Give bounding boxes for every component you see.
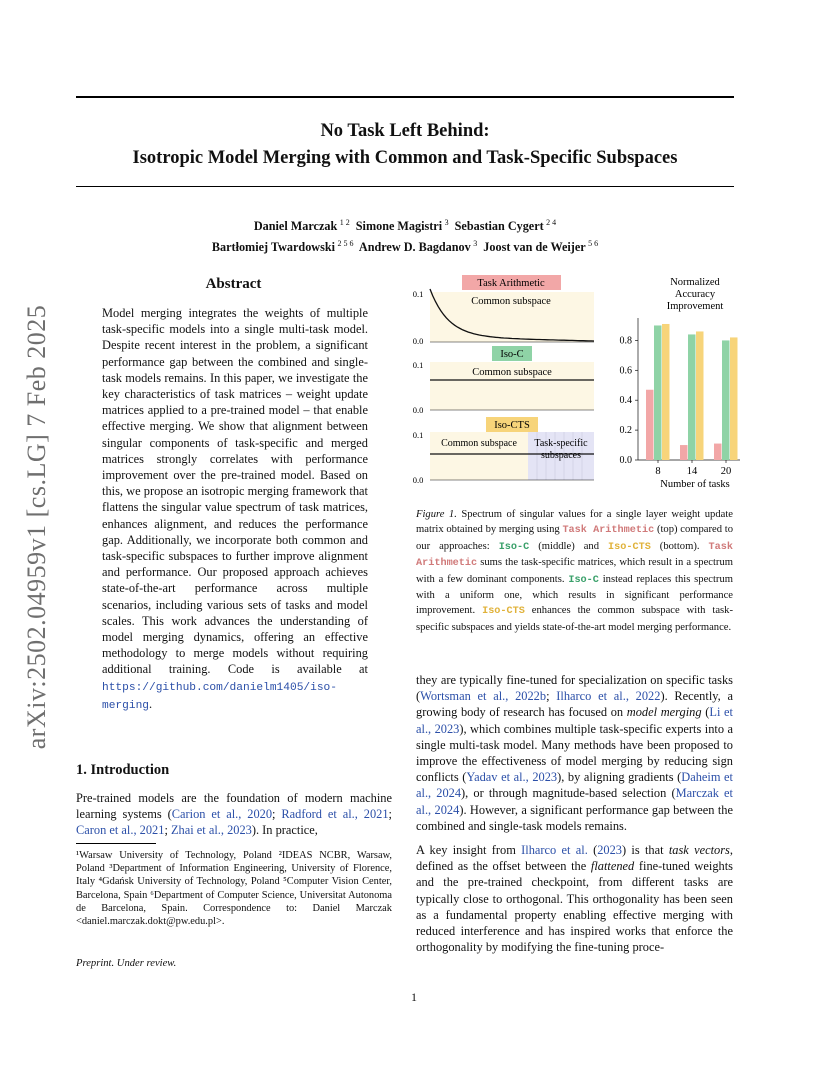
y-tick: 0.0 xyxy=(412,405,424,415)
common-subspace-label: Common subspace xyxy=(471,296,551,307)
bar xyxy=(696,331,704,460)
author-name: Joost van de Weijer xyxy=(483,240,586,255)
spectrum-panel-isocts xyxy=(413,417,594,485)
chart-title-line: Normalized xyxy=(670,277,720,288)
caption-text: (middle) and xyxy=(529,540,609,552)
author-list xyxy=(76,214,734,256)
common-subspace-label: Common subspace xyxy=(472,367,552,378)
figure-1 xyxy=(410,270,740,495)
figure-caption xyxy=(416,507,733,635)
citation-link[interactable]: Daheim et al., 2024 xyxy=(416,770,734,801)
affiliation-marker: 2 4 xyxy=(546,218,557,227)
section-heading: 1. Introduction xyxy=(76,762,170,778)
citation-link[interactable]: Carion et al., 2020 xyxy=(171,807,273,822)
intro-text: ). In practice, xyxy=(251,823,318,838)
affiliation-marker: 3 xyxy=(473,239,478,249)
caption-method-ta: Task Arithmetic xyxy=(562,525,655,537)
chart-title-line: Accuracy xyxy=(674,289,716,300)
bar xyxy=(714,444,722,460)
citation-link[interactable]: Zhai et al., 2023 xyxy=(170,823,252,838)
bar xyxy=(722,340,730,460)
accuracy-bar-chart xyxy=(620,277,741,490)
citation-link[interactable]: Marczak et al., 2024 xyxy=(416,786,733,817)
spectrum-panel-isoc xyxy=(413,346,594,415)
paper-title xyxy=(76,118,734,172)
title-bottom-rule xyxy=(76,186,734,187)
x-tick-label: 20 xyxy=(720,466,732,477)
author-name: Simone Magistri xyxy=(355,219,443,234)
top-rule xyxy=(76,96,734,98)
abstract-body: Model merging integrates the weights of multiple task-specific models into a single multi-task model. Despite recent interest in the problem, a significant performance gap between the combined and single-task models remains. In this paper, we investigate the key characteristics of task matrices – weight update matrices applied to a pre-trained model – that enable effective merging. We show that alignment between singular components of task-specific and merged matrices strongly correlates with performance improvement over the pre-trained model. Based on this, we propose an isotropic merging framework that flattens the singular value spectrum of task matrices, enhances alignment, and reduces the performance gap. Additionally, we incorporate both common and task-specific subspaces to further improve alignment and performance. Our proposed approach achieves state-of-the-art performance across multiple scenarios, including various sets of tasks and model scales. This work advances the understanding of model merging dynamics, offering an effective methodology to merge models without requiring additional training. Code is available at https://github.com/danielm1405/iso-merging. xyxy=(102,306,368,712)
citation-link[interactable]: Li et al., 2023 xyxy=(416,705,733,736)
y-tick-label: 0.4 xyxy=(619,395,632,407)
caption-text: Spectrum of singular values for a single layer weight update matrix obtained by merging using xyxy=(416,509,733,536)
body-paragraph: A key insight from Ilharco et al. (2023) is that task vectors, defined as the offset between the flattened fine-tuned weights and the pre-trained checkpoint, from different tasks are typically close to orthogonal. This orthogonality has been seen as a fundamental property enabling effective merging with reduced interference and has inspired works that enforce the orthogonality by modifying the fine-tuning proce- xyxy=(416,843,733,955)
author-name: Bartłomiej Twardowski xyxy=(211,240,336,255)
y-tick: 0.0 xyxy=(412,336,424,346)
y-tick-label: 0.2 xyxy=(619,425,632,437)
bar xyxy=(688,334,696,460)
task-specific-label-2: subspaces xyxy=(541,450,581,461)
author-name: Daniel Marczak xyxy=(253,219,338,234)
x-tick-label: 14 xyxy=(686,466,698,477)
x-tick-label: 8 xyxy=(655,466,661,477)
code-link[interactable]: https://github.com/danielm1405/iso-merging xyxy=(102,681,337,712)
label-isocts: Iso-CTS xyxy=(494,420,530,431)
bar xyxy=(646,390,654,460)
y-tick: 0.1 xyxy=(412,430,424,440)
affiliation-footnote: ¹Warsaw University of Technology, Poland ²IDEAS NCBR, Warsaw, Poland ³Department of Information Engineering, University of Florence, Italy ⁴Gdańsk University of Technology, Poland ⁵Computer Vision Center, Barcelona, Spain ⁶Department of Computer Science, Universitat Autonoma de Barcelona, Spain. Correspondence to: Daniel Marczak <daniel.marczak.dokt@pw.edu.pl>. xyxy=(76,850,392,928)
caption-method-isoc: Iso-C xyxy=(568,574,599,586)
citation-link[interactable]: Ilharco et al. xyxy=(521,843,588,858)
bar xyxy=(654,325,662,460)
author-name: Andrew D. Bagdanov xyxy=(358,240,471,255)
bar xyxy=(680,445,688,460)
caption-method-isocts: Iso-CTS xyxy=(482,606,525,618)
y-tick: 0.1 xyxy=(412,360,424,370)
chart-title-line: Improvement xyxy=(666,301,724,312)
y-tick: 0.0 xyxy=(412,475,424,485)
caption-method-ta: Task Arithmetic xyxy=(416,541,733,570)
chart-x-label: Number of tasks xyxy=(660,479,730,490)
affiliation-marker: 2 5 6 xyxy=(337,239,354,249)
affiliation-marker: 1 2 xyxy=(339,218,350,227)
caption-label: Figure 1. xyxy=(416,509,457,520)
caption-text: instead replaces this spectrum with a uniform one, which results in significant performance improvement. xyxy=(416,573,733,617)
author-name: Sebastian Cygert xyxy=(454,219,544,234)
preprint-note: Preprint. Under review. xyxy=(76,958,177,969)
caption-method-isocts: Iso-CTS xyxy=(608,541,651,553)
citation-link[interactable]: Caron et al., 2021 xyxy=(76,823,165,838)
citation-link[interactable]: Radford et al., 2021 xyxy=(281,807,389,822)
label-isoc: Iso-C xyxy=(500,349,524,360)
title-line-1: No Task Left Behind: xyxy=(320,121,490,141)
caption-text: enhances the common subspace with task-specific subspaces and yields state-of-the-art model merging performance. xyxy=(416,605,733,633)
y-tick: 0.1 xyxy=(412,289,424,299)
task-specific-label-1: Task-specific xyxy=(534,438,588,449)
abstract-heading: Abstract xyxy=(205,276,262,292)
right-column-body xyxy=(416,672,733,963)
citation-link[interactable]: Yadav et al., 2023 xyxy=(466,770,558,785)
bar xyxy=(662,324,670,460)
label-ta: Task Arithmetic xyxy=(477,278,545,289)
footnote-rule xyxy=(76,843,156,844)
intro-text: Pre-trained models are the foundation of modern machine learning systems ( xyxy=(76,791,392,822)
common-subspace-label: Common subspace xyxy=(441,438,517,449)
citation-link[interactable]: Wortsman et al., 2022b xyxy=(420,689,547,704)
caption-text: (bottom). xyxy=(650,540,709,552)
caption-text: (top) compared to our approaches: xyxy=(416,524,733,552)
y-tick-label: 0.8 xyxy=(619,335,632,347)
spectrum-panel-ta xyxy=(413,275,594,346)
body-paragraph: they are typically fine-tuned for specialization on specific tasks (Wortsman et al., 2022b; Ilharco et al., 2022). Recently, a growing body of research has focused on model merging (Li et al., 2023), which combines multiple task-specific experts into a single multi-task model. Many methods have been proposed to improve the effectiveness of model merging by reducing sign conflicts (Yadav et al., 2023), by aligning gradients (Daheim et al., 2024), or through magnitude-based selection (Marczak et al., 2024). However, a significant performance gap between the combined and single-task models remains. xyxy=(416,673,734,833)
y-tick-label: 0.0 xyxy=(619,455,632,466)
citation-link[interactable]: Ilharco et al., 2022 xyxy=(556,689,661,704)
abstract-text: Model merging integrates the weights of multiple task-specific models into a single multi-task model. Despite recent interest in the problem, a significant performance gap between the combined and single-task models remains. In this paper, we investigate the key characteristics of task matrices – weight update matrices applied to a pre-trained model – that enable effective merging. We show that alignment between singular components of task-specific and merged matrices strongly correlates with performance improvement over the pre-trained model. Based on this, we propose an isotropic merging framework that flattens the singular value spectrum of task matrices, enhances alignment, and reduces the performance gap. Additionally, we incorporate both common and task-specific subspaces to further improve alignment and performance. Our proposed approach achieves state-of-the-art performance across multiple scenarios, including various sets of tasks and model scales. This work advances the understanding of model merging dynamics, offering an effective methodology to merge models without requiring additional training. Code is available at xyxy=(102,306,368,677)
caption-method-isoc: Iso-C xyxy=(498,541,530,553)
caption-text: sums the task-specific matrices, which result in a spectrum with a few dominant components. xyxy=(416,557,733,585)
y-tick-label: 0.6 xyxy=(619,365,632,377)
citation-link[interactable]: 2023 xyxy=(597,843,622,858)
page-number: 1 xyxy=(411,990,417,1004)
arxiv-side-label: arXiv:2502.04959v1 [cs.LG] 7 Feb 2025 xyxy=(22,304,51,750)
title-line-2: Isotropic Model Merging with Common and Task-Specific Subspaces xyxy=(132,148,678,168)
affiliation-marker: 5 6 xyxy=(588,239,599,249)
intro-paragraph: Pre-trained models are the foundation of modern machine learning systems (Carion et al., 2020; Radford et al., 2021; Caron et al., 2021; Zhai et al., 2023). In practice, xyxy=(76,791,392,838)
affiliation-marker: 3 xyxy=(444,218,449,227)
bar xyxy=(730,337,738,460)
